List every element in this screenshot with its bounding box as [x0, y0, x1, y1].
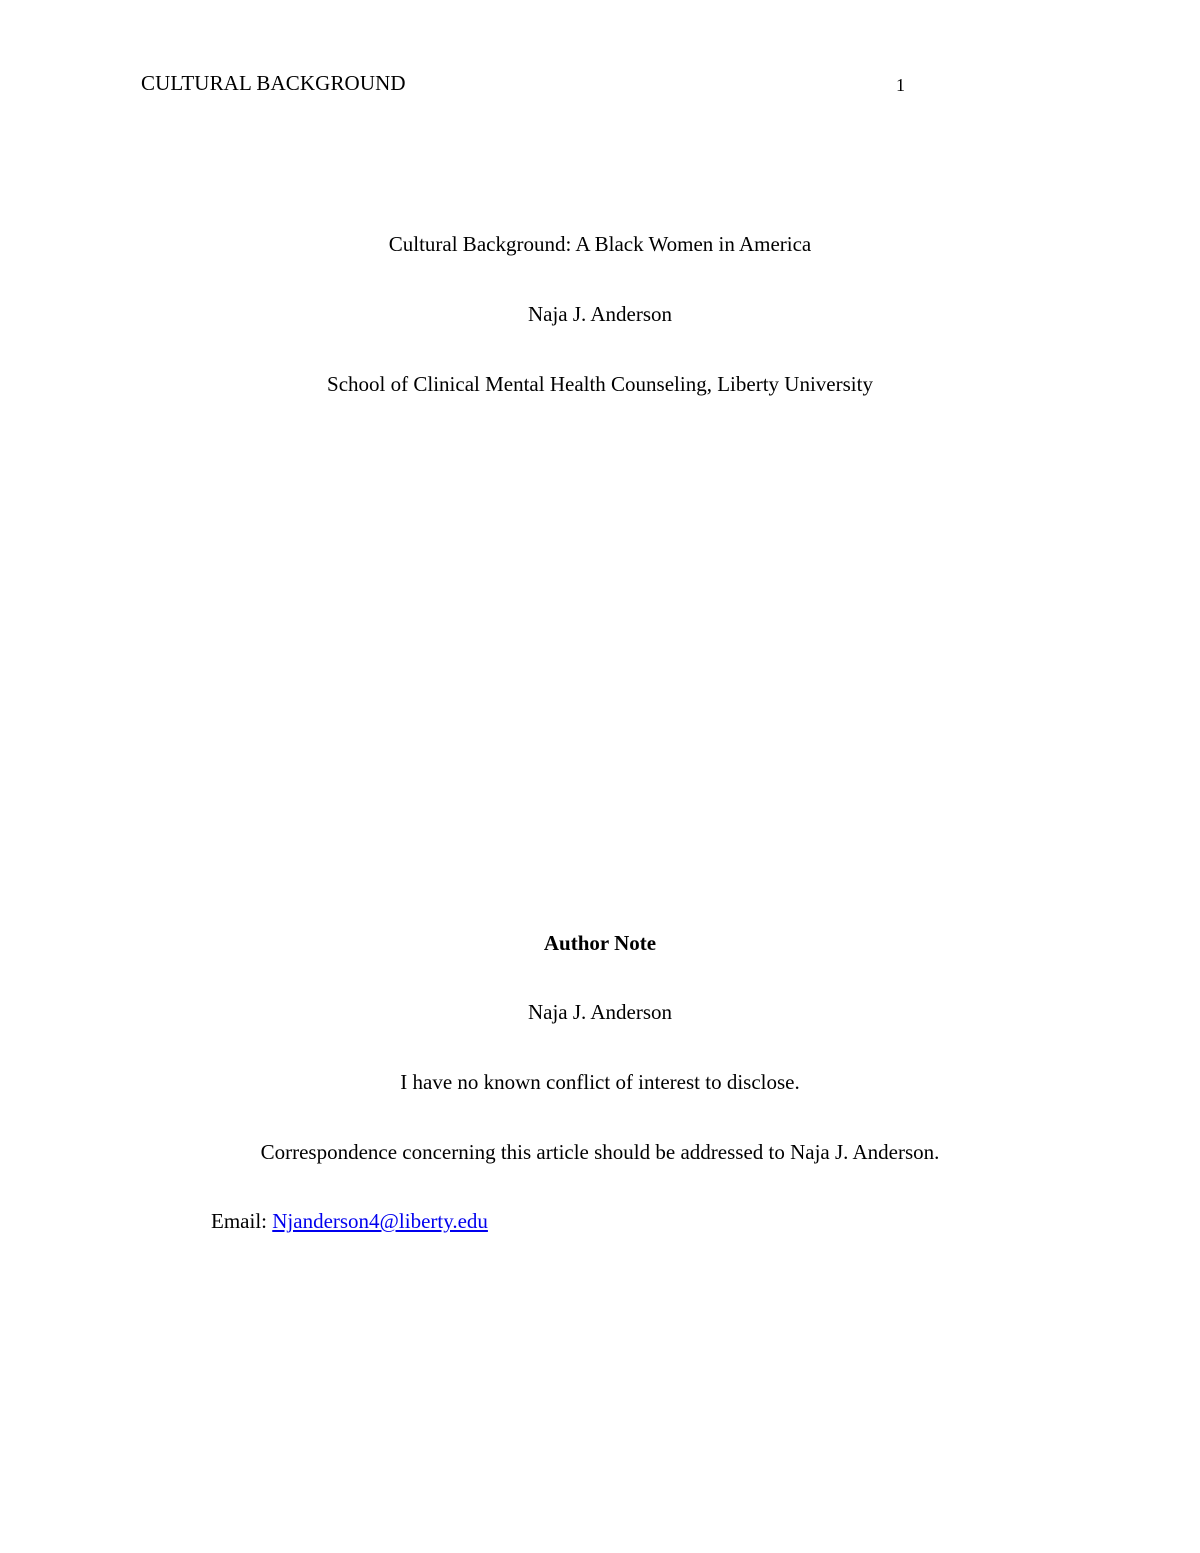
email-link[interactable]: Njanderson4@liberty.edu [272, 1209, 488, 1233]
author-name: Naja J. Anderson [527, 302, 673, 326]
author-note-name: Naja J. Anderson [527, 1000, 673, 1024]
conflict-statement: I have no known conflict of interest to disclose. [400, 1070, 800, 1094]
affiliation: School of Clinical Mental Health Counseling, Liberty University [327, 372, 873, 396]
author-note-heading: Author Note [543, 931, 657, 955]
email-line [211, 1209, 488, 1234]
running-head: CULTURAL BACKGROUND [141, 71, 406, 95]
correspondence-statement: Correspondence concerning this article should be addressed to Naja J. Anderson. [260, 1140, 940, 1164]
email-label: Email: [211, 1209, 273, 1233]
paper-title: Cultural Background: A Black Women in America [388, 232, 812, 256]
page-number: 1 [896, 75, 905, 95]
